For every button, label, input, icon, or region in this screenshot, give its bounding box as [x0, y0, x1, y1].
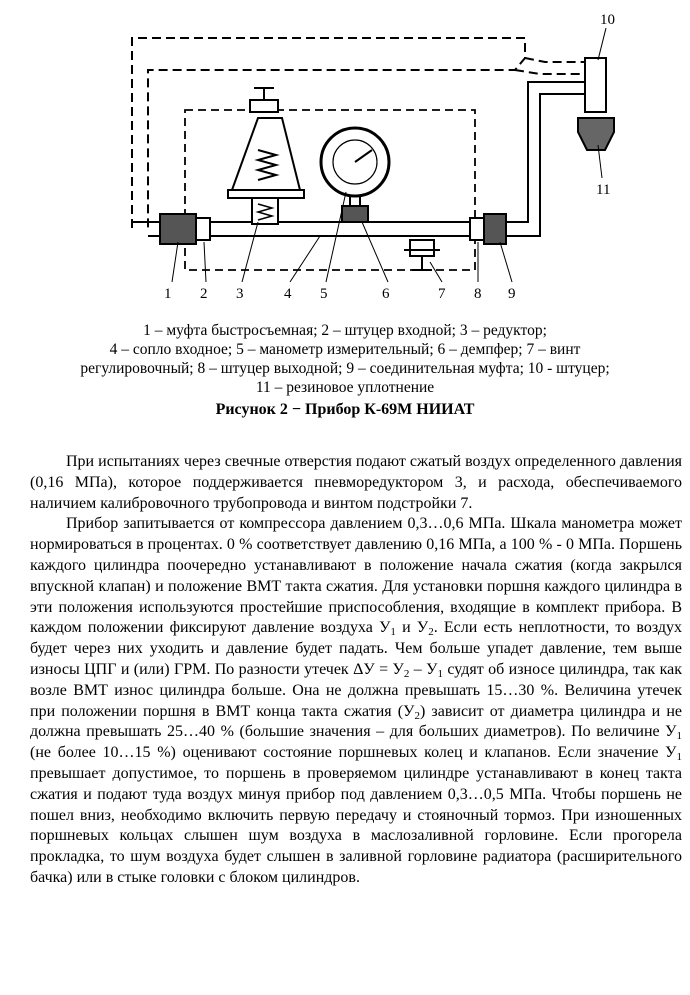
adjusting-screw-body — [410, 240, 434, 256]
inlet-fitting — [196, 218, 210, 240]
text-run: ) зависит от диаметра цилиндра и не должна превышать 25…40 % (большие значения – для больших диаметров). По величине У — [30, 702, 683, 741]
damper — [342, 206, 368, 222]
subscript: 1 — [676, 751, 682, 764]
fitting-10 — [585, 58, 606, 112]
reducer-base — [228, 190, 304, 198]
legend-line: 4 – сопло входное; 5 – манометр измерительный; 6 – демпфер; 7 – винт — [109, 341, 581, 358]
hose-to-fitting — [515, 58, 585, 74]
text-run: превышает допустимое, то поршень в проверяемом цилиндре устанавливают в конец такта сжатия и подают туда воздух минуя прибор под давлением 0,3…0,5 МПа. Чтобы поршень не пошел вниз, необходимо включить первую передачу и стояночный тормоз. При изношенных поршневых кольцах слышен шум воздуха в маслозаливной горловине. Если прогорела прокладка, то шум воздуха будет слышен в заливной горловине радиатора (расширительного бачка) или в стыке головки с блоком цилиндров. — [30, 764, 682, 886]
legend-line: 11 – резиновое уплотнение — [255, 379, 435, 396]
figure-legend — [8, 321, 682, 397]
subscript: 1 — [437, 667, 443, 680]
subscript: 1 — [676, 730, 682, 743]
callout-1: 1 — [164, 286, 172, 302]
figure-caption: Рисунок 2 − Прибор К-69М НИИАТ — [215, 401, 475, 418]
text-run: . Если есть неплотности, то воздух будет через них уходить и давление будет падать. Чем больше упадет давление, тем выше износы ЦПГ и (или) ГРМ. По разности утечек ΔУ = У — [30, 619, 682, 678]
quick-coupling — [160, 214, 196, 244]
callout-7: 7 — [438, 286, 446, 302]
callout-6: 6 — [382, 286, 390, 302]
reducer-cone — [232, 118, 300, 190]
paragraph-1: При испытаниях через свечные отверстия подают сжатый воздух определенного давления (0,16 МПа), которое поддерживается пневморедуктором 3, и расхода, обеспечиваемого наличием калибровочного трубопровода и винтом подстройки 7. — [30, 453, 682, 512]
text-run: Прибор запитывается от компрессора давлением 0,3…0,6 МПа. Шкала манометра может нормироваться в процентах. 0 % соответствует давлению 0,16 МПа, а 100 % - 0 МПа. Поршень каждого цилиндра поочередно устанавливают в положение начала сжатия (когда закрылся впускной клапан) и положение ВМТ такта сжатия. Для установки поршня каждого цилиндра в эти положения используются простейшие приспособления, входящие в комплект прибора. В каждом положении фиксируют давление воздуха У — [30, 515, 682, 637]
legend-line: 1 – муфта быстросъемная; 2 – штуцер входной; 3 – редуктор; — [143, 322, 547, 339]
subscript: 2 — [403, 667, 410, 680]
callout-10: 10 — [600, 12, 615, 28]
subscript: 2 — [428, 626, 434, 639]
body-text — [30, 452, 682, 889]
adjusting-screw — [412, 256, 432, 270]
outlet-pipe — [520, 82, 585, 236]
reducer-cap — [250, 100, 278, 112]
callout-4: 4 — [284, 286, 292, 302]
subscript: 1 — [390, 626, 396, 639]
paragraph-2 — [30, 514, 682, 888]
rubber-seal — [578, 118, 614, 150]
text-run: (не более 10…15 %) оценивают состояние поршневых колец и клапанов. Если значение У — [30, 744, 677, 762]
legend-line: регулировочный; 8 – штуцер выходной; 9 – соединительная муфта; 10 - штуцер; — [80, 360, 610, 377]
outlet-fitting — [470, 218, 484, 240]
callout-5: 5 — [320, 286, 328, 302]
text-run: – У — [409, 660, 438, 678]
text-run: судят об износе цилиндра, так как возле ВМТ износ цилиндра больше. Она не должна превышать 15…30 %. Величина утечек при положении поршня в ВМТ конца такта сжатия (У — [30, 660, 682, 720]
text-run: и У — [395, 619, 429, 637]
callout-9: 9 — [508, 286, 516, 302]
connecting-coupling — [484, 214, 506, 244]
outer-hose-outline — [132, 38, 525, 228]
reducer-stem — [254, 88, 274, 100]
callout-3: 3 — [236, 286, 244, 302]
callout-2: 2 — [200, 286, 208, 302]
device-diagram — [0, 0, 690, 310]
subscript: 2 — [414, 709, 420, 722]
callout-8: 8 — [474, 286, 482, 302]
callout-11: 11 — [596, 182, 611, 198]
reducer-valve — [252, 198, 278, 224]
